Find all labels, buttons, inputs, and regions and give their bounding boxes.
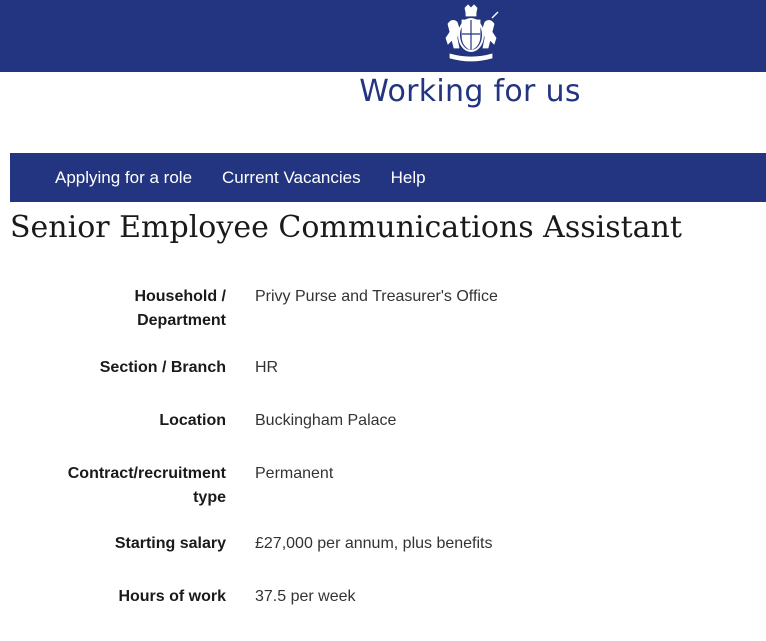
- site-title: Working for us: [359, 74, 581, 109]
- detail-value: £27,000 per annum, plus benefits: [255, 535, 493, 552]
- royal-coat-of-arms-icon: [440, 4, 502, 62]
- detail-label: Hours of work: [118, 588, 226, 605]
- detail-label: Starting salary: [114, 535, 226, 552]
- detail-label: Contract/recruitment type: [67, 465, 226, 506]
- job-title: Senior Employee Communications Assistant: [10, 210, 682, 245]
- detail-value: Permanent: [255, 465, 334, 482]
- detail-label: Household / Department: [134, 288, 226, 329]
- detail-value: Buckingham Palace: [255, 412, 397, 429]
- detail-label: Location: [159, 412, 226, 429]
- detail-label: Section / Branch: [99, 359, 226, 376]
- nav-item-current-vacancies[interactable]: Current Vacancies: [222, 167, 361, 187]
- detail-value: Privy Purse and Treasurer's Office: [255, 288, 498, 305]
- main-navigation: [10, 153, 766, 202]
- nav-item-help[interactable]: Help: [390, 167, 426, 187]
- detail-value: 37.5 per week: [255, 588, 356, 605]
- nav-item-applying-for-a-role[interactable]: Applying for a role: [55, 167, 193, 187]
- top-banner: [0, 0, 766, 72]
- detail-value: HR: [255, 359, 279, 376]
